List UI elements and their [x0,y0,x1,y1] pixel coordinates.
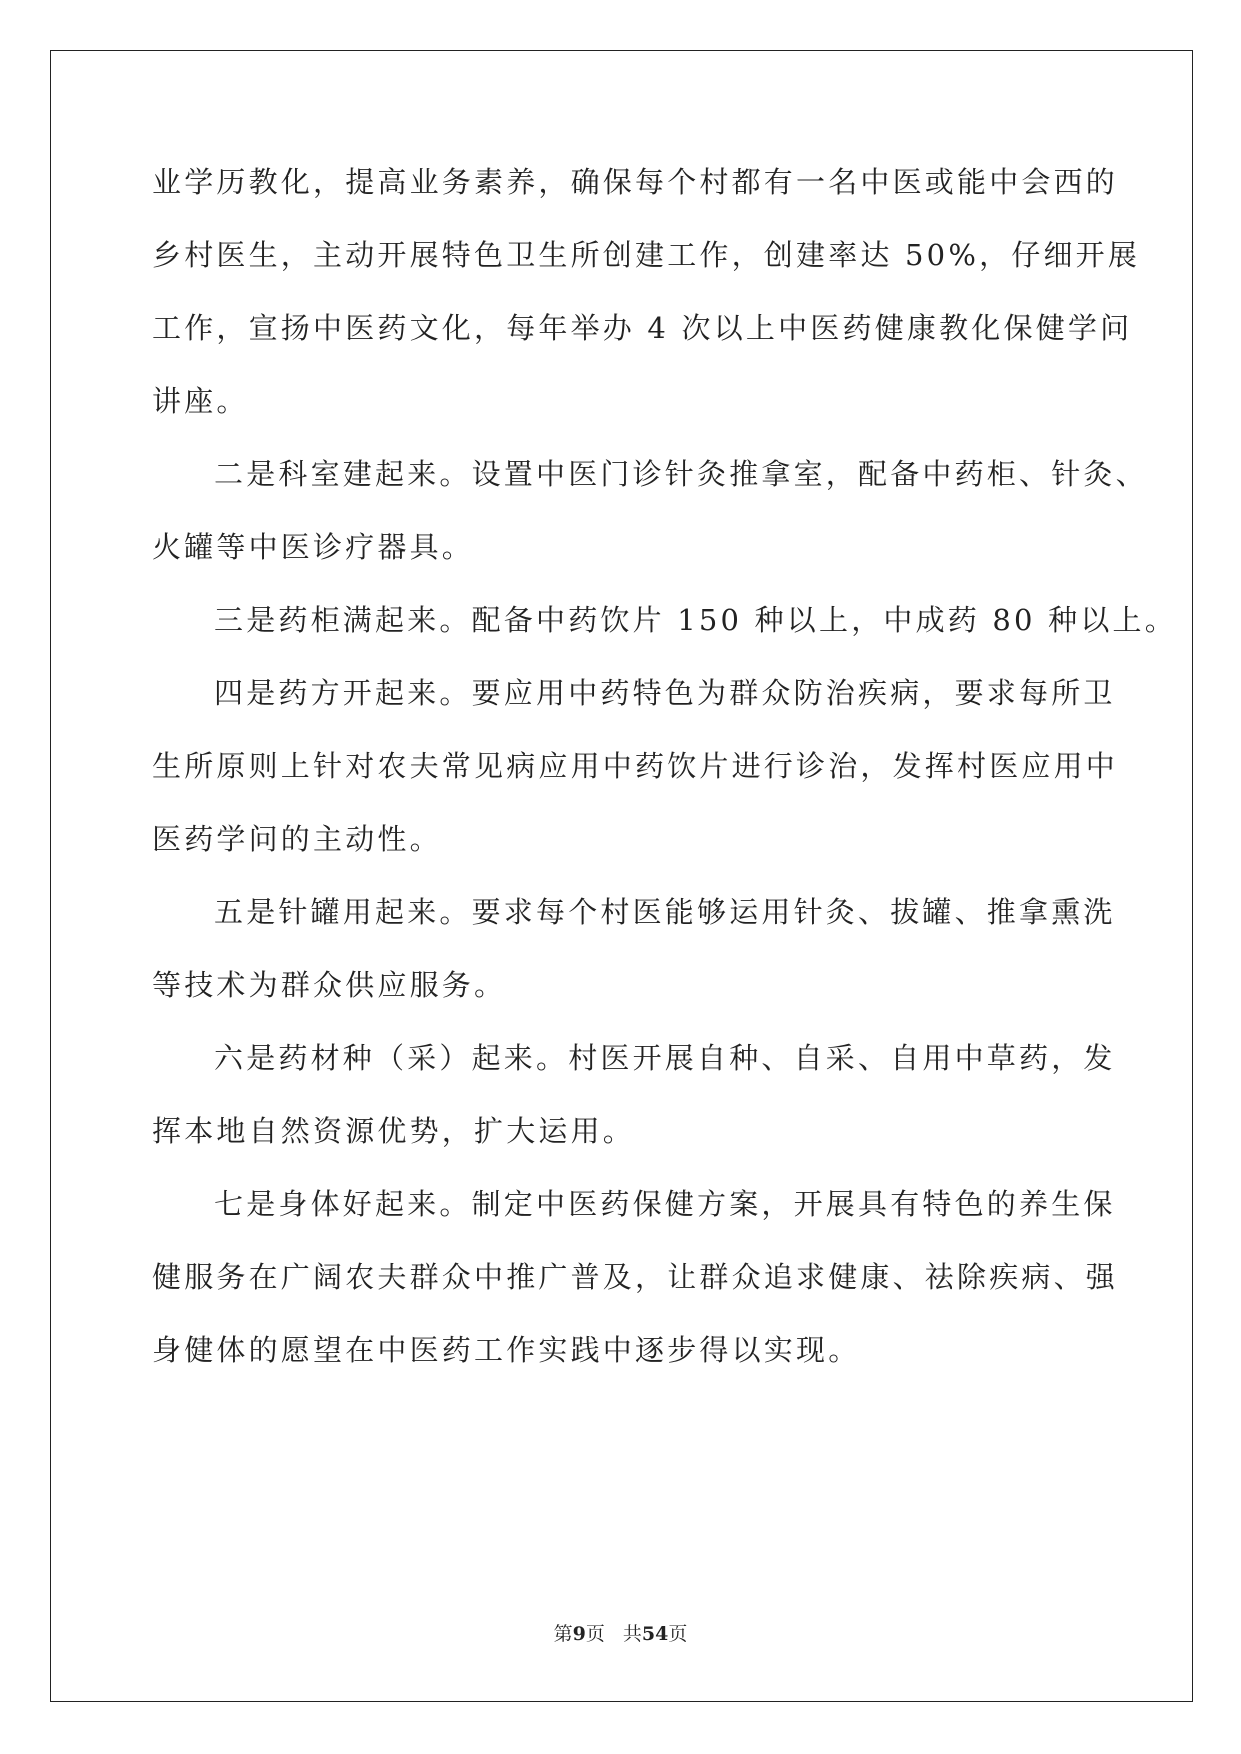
text-line-2: 乡村医生，主动开展特色卫生所创建工作，创建率达 50%，仔细开展 [152,238,1141,272]
text-line-16: 健服务在广阔农夫群众中推广普及，让群众追求健康、祛除疾病、强 [152,1260,1119,1294]
text-line-15: 七是身体好起来。制定中医药保健方案，开展具有特色的养生保 [214,1187,1116,1221]
text-line-10: 医药学问的主动性。 [152,822,442,856]
text-line-11: 五是针罐用起来。要求每个村医能够运用针灸、拔罐、推拿熏洗 [214,895,1116,929]
text-line-4: 讲座。 [152,384,249,418]
page-prefix: 第 [553,1623,573,1645]
text-line-5: 二是科室建起来。设置中医门诊针灸推拿室，配备中药柜、针灸、 [214,457,1148,491]
page-number: 9 [572,1623,586,1645]
text-line-6: 火罐等中医诊疗器具。 [152,530,475,564]
text-line-8: 四是药方开起来。要应用中药特色为群众防治疾病，要求每所卫 [214,676,1116,710]
page-suffix: 页 [585,1623,605,1645]
text-line-12: 等技术为群众供应服务。 [152,968,507,1002]
text-line-1: 业学历教化，提高业务素养，确保每个村都有一名中医或能中会西的 [152,165,1119,199]
text-line-3: 工作，宣扬中医药文化，每年举办 4 次以上中医药健康教化保健学问 [152,311,1133,345]
total-pages: 54 [641,1623,669,1645]
text-line-17: 身健体的愿望在中医药工作实践中逐步得以实现。 [152,1333,861,1367]
text-line-13: 六是药材种（采）起来。村医开展自种、自采、自用中草药，发 [214,1041,1116,1075]
total-prefix: 共 [622,1623,642,1645]
page-footer [0,1622,1241,1646]
text-line-7: 三是药柜满起来。配备中药饮片 150 种以上，中成药 80 种以上。 [214,603,1177,637]
total-suffix: 页 [668,1623,688,1645]
text-line-9: 生所原则上针对农夫常见病应用中药饮片进行诊治，发挥村医应用中 [152,749,1119,783]
page-border [50,50,1193,1702]
text-line-14: 挥本地自然资源优势，扩大运用。 [152,1114,636,1148]
